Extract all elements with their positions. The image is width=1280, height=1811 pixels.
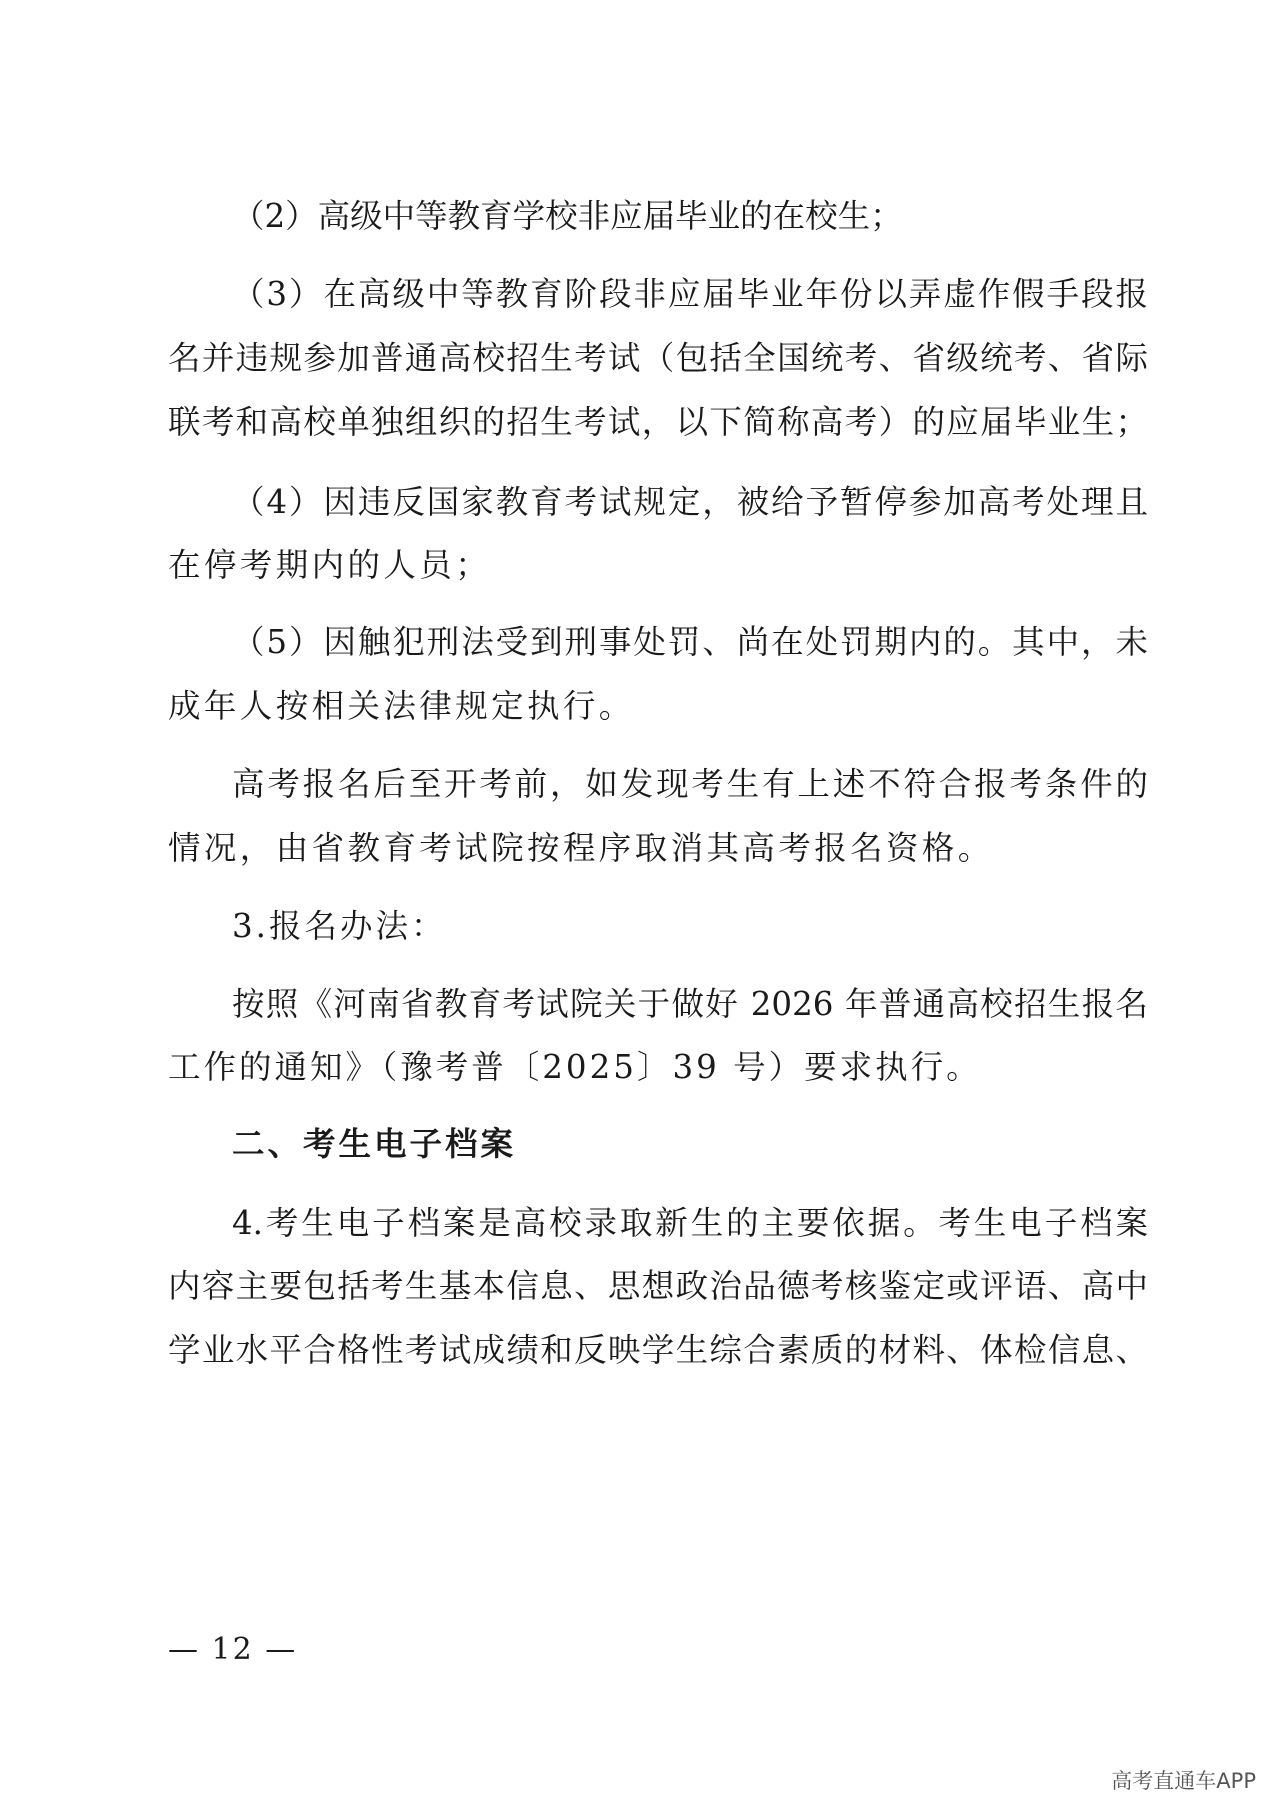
paragraph-item-3-line-2: 名并违规参加普通高校招生考试（包括全国统考、省级统考、省际	[168, 339, 1148, 377]
paragraph-item-2: （2）高级中等教育学校非应届毕业的在校生；	[232, 197, 903, 235]
paragraph-item-5-line-1: （5）因触犯刑法受到刑事处罚、尚在处罚期内的。其中，未	[232, 623, 1148, 661]
paragraph-archive-line-2: 内容主要包括考生基本信息、思想政治品德考核鉴定或评语、高中	[168, 1267, 1148, 1305]
paragraph-disqualify-line-1: 高考报名后至开考前，如发现考生有上述不符合报考条件的	[232, 765, 1148, 803]
page-number: — 12 —	[168, 1632, 298, 1667]
paragraph-item-3-line-3: 联考和高校单独组织的招生考试，以下简称高考）的应届毕业生；	[168, 403, 1148, 441]
paragraph-archive-line-1: 4.考生电子档案是高校录取新生的主要依据。考生电子档案	[232, 1204, 1148, 1242]
paragraph-item-5-line-2: 成年人按相关法律规定执行。	[168, 687, 635, 725]
app-watermark: 高考直通车APP	[1111, 1769, 1256, 1793]
paragraph-method-line-2: 工作的通知》（豫考普〔2025〕39 号）要求执行。	[168, 1048, 982, 1086]
paragraph-archive-line-3: 学业水平合格性考试成绩和反映学生综合素质的材料、体检信息、	[168, 1331, 1148, 1369]
paragraph-item-4-line-2: 在停考期内的人员；	[168, 546, 492, 584]
paragraph-item-4-line-1: （4）因违反国家教育考试规定，被给予暂停参加高考处理且	[232, 483, 1148, 521]
section-heading-2: 二、考生电子档案	[232, 1125, 517, 1163]
section-3-title: 3.报名办法：	[232, 907, 447, 945]
paragraph-item-3-line-1: （3）在高级中等教育阶段非应届毕业年份以弄虚作假手段报	[232, 275, 1148, 313]
paragraph-disqualify-line-2: 情况，由省教育考试院按程序取消其高考报名资格。	[168, 829, 994, 867]
paragraph-method-line-1: 按照《河南省教育考试院关于做好 2026 年普通高校招生报名	[232, 985, 1148, 1023]
